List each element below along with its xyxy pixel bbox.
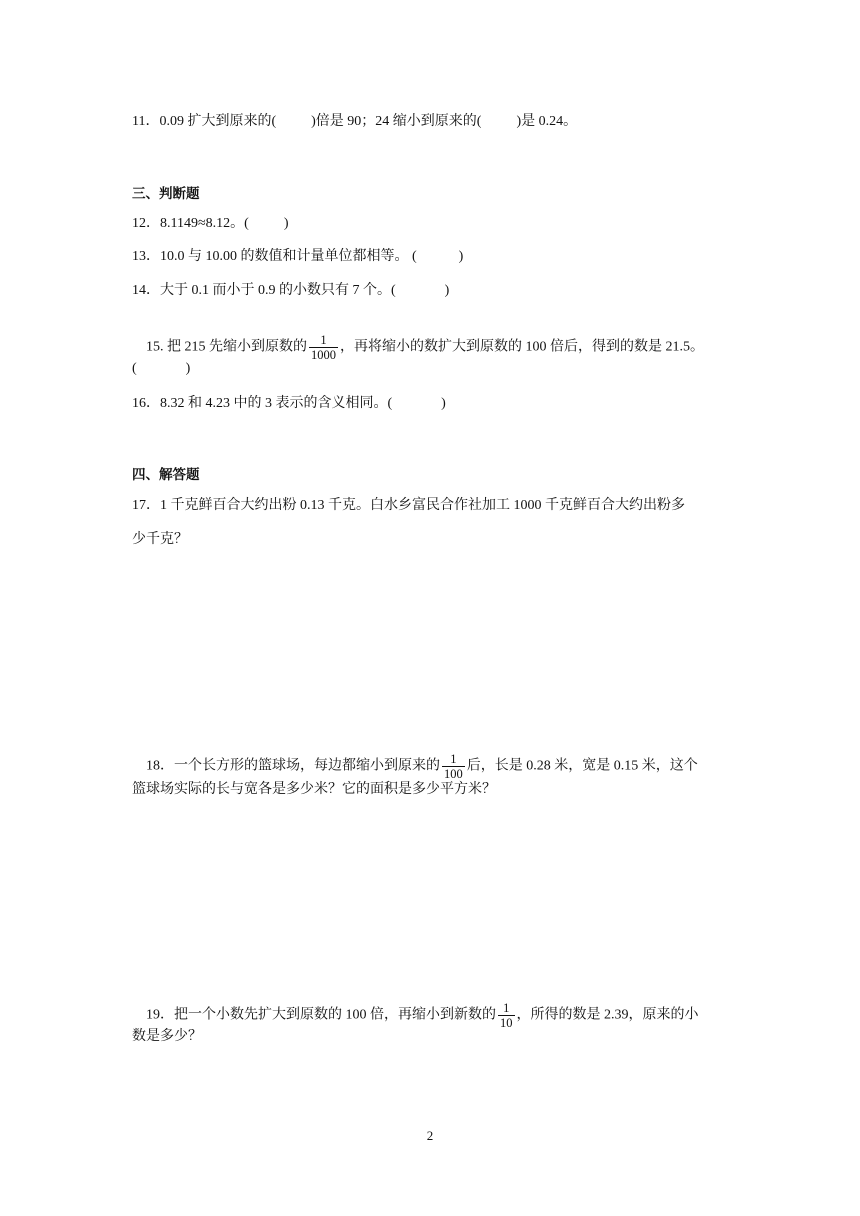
question-18-text-after: 后，长是 0.28 米，宽是 0.15 米，这个 — [466, 758, 698, 774]
question-11: 11．0.09 扩大到原来的( )倍是 90；24 缩小到原来的( )是 0.24。 — [132, 114, 578, 129]
fraction-1-10 — [498, 1001, 515, 1030]
question-19-text-after: ，所得的数是 2.39，原来的小 — [516, 1007, 699, 1023]
question-12: 12．8.1149≈8.12。( ) — [132, 216, 289, 231]
question-16: 16．8.32 和 4.23 中的 3 表示的含义相同。( ) — [132, 396, 446, 411]
fraction-denominator: 10 — [500, 1016, 513, 1030]
fraction-numerator: 1 — [503, 1001, 510, 1015]
section-heading-judgment: 三、判断题 — [132, 186, 200, 202]
question-13: 13．10.0 与 10.00 的数值和计量单位都相等。 ( ) — [132, 249, 464, 264]
fraction-numerator: 1 — [320, 333, 327, 347]
question-18-line-2: 篮球场实际的长与宽各是多少米？它的面积是多少平方米？ — [132, 782, 496, 797]
question-14: 14．大于 0.1 而小于 0.9 的小数只有 7 个。( ) — [132, 283, 450, 298]
question-19-line-2: 数是多少？ — [132, 1029, 202, 1044]
fraction-denominator: 100 — [444, 767, 463, 781]
question-17-line-2: 少千克？ — [132, 532, 188, 547]
fraction-numerator: 1 — [450, 752, 457, 766]
question-15-answer-paren: ( ) — [132, 361, 191, 376]
question-15 — [132, 313, 704, 382]
section-heading-answers: 四、解答题 — [132, 467, 200, 483]
fraction-1-100 — [442, 752, 465, 781]
fraction-denominator: 1000 — [311, 348, 336, 362]
question-18-text-before: 18．一个长方形的篮球场，每边都缩小到原来的 — [146, 758, 440, 774]
fraction-1-1000 — [309, 333, 338, 362]
question-19-text-before: 19．把一个小数先扩大到原数的 100 倍，再缩小到新数的 — [146, 1007, 496, 1023]
question-15-text-before: 15. 把 215 先缩小到原数的 — [146, 339, 307, 355]
page-number: 2 — [426, 1128, 434, 1143]
question-15-text-after: ，再将缩小的数扩大到原数的 100 倍后，得到的数是 21.5。 — [340, 339, 704, 355]
question-17-line-1: 17．1 千克鲜百合大约出粉 0.13 千克。白水乡富民合作社加工 1000 千克鲜百合大约出粉多 — [132, 498, 685, 513]
question-19 — [132, 981, 699, 1050]
